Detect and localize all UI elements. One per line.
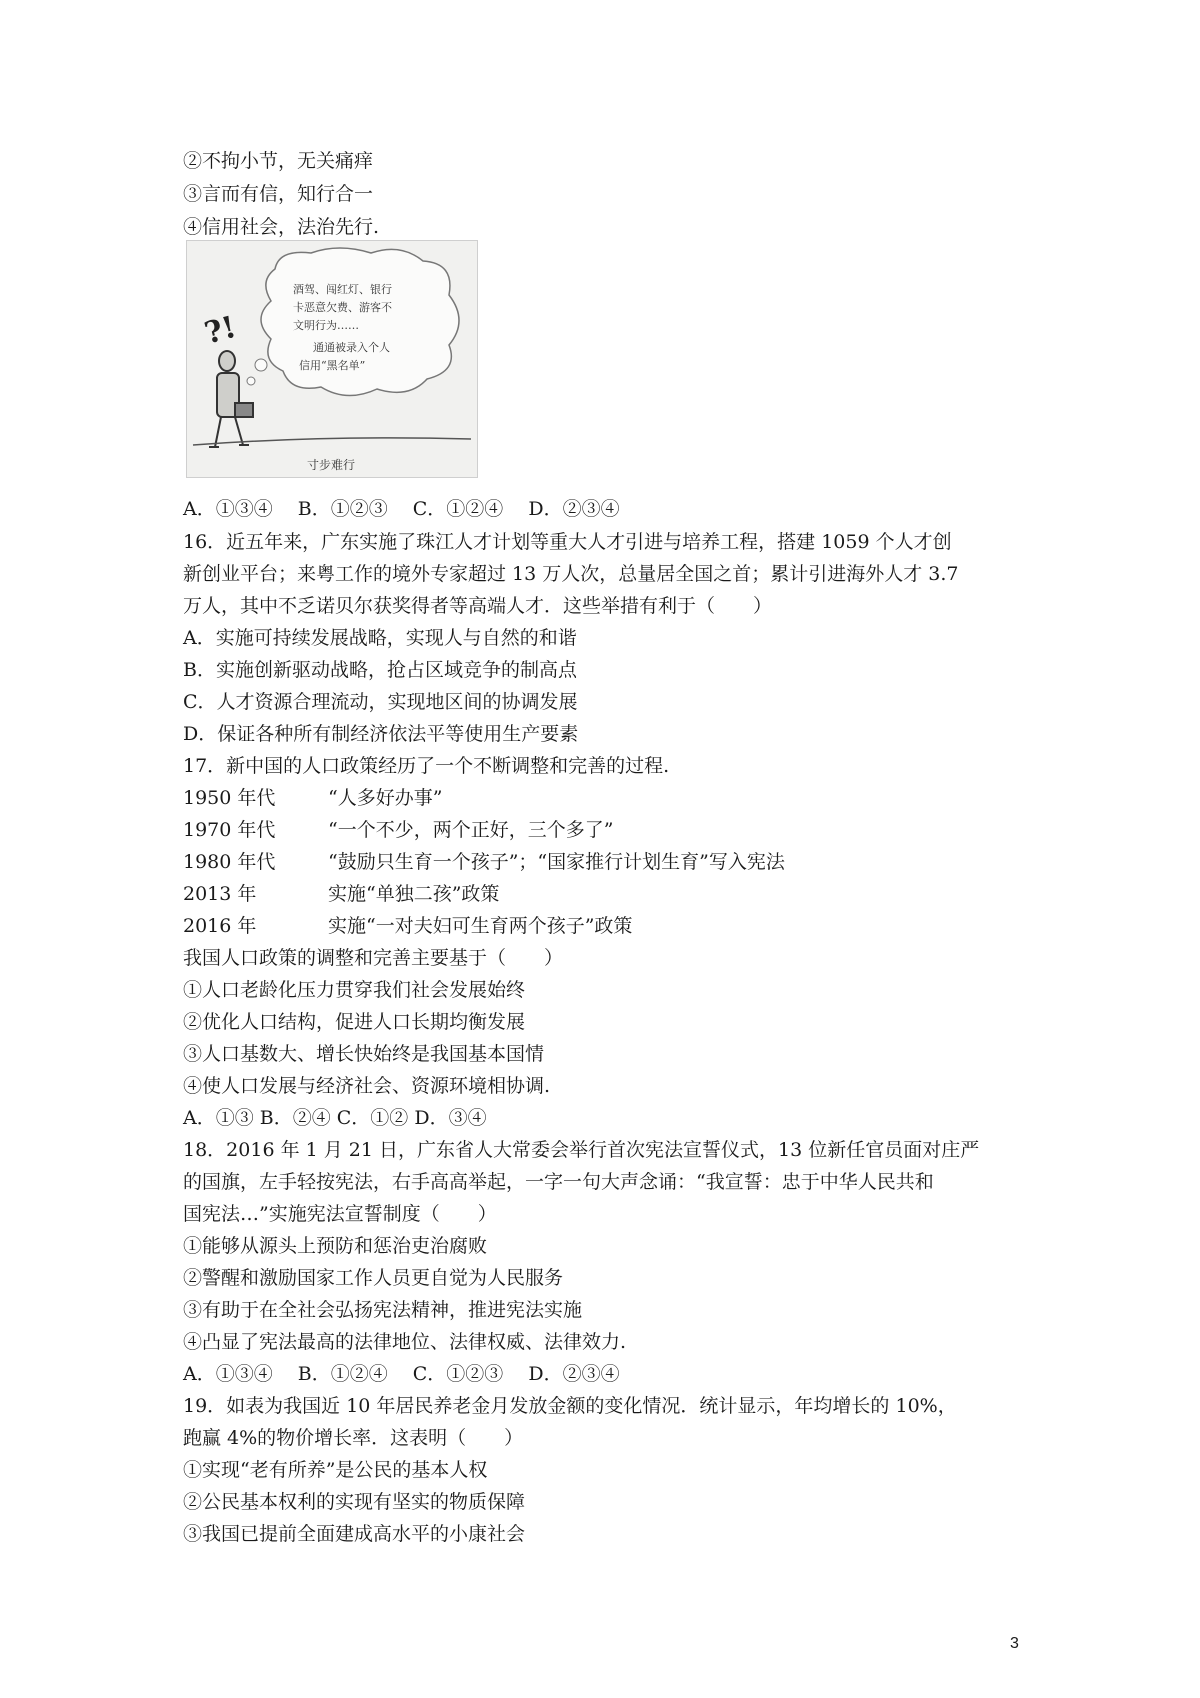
bubble-dot-1 xyxy=(255,359,267,371)
cartoon-caption: 寸步难行 xyxy=(307,458,356,472)
q17-item-1: ①人口老龄化压力贯穿我们社会发展始终 xyxy=(183,979,526,1001)
bubble-line-3: 文明行为…… xyxy=(293,319,359,332)
q17-year: 2016 年 xyxy=(183,915,257,937)
q17-year: 1950 年代 xyxy=(183,787,276,809)
q17-year: 2013 年 xyxy=(183,883,257,905)
q19-item-2: ②公民基本权利的实现有坚实的物质保障 xyxy=(183,1491,526,1513)
q17-row-2013 xyxy=(183,881,499,907)
q17-item-4: ④使人口发展与经济社会、资源环境相协调. xyxy=(183,1075,551,1097)
q19-item-3: ③我国已提前全面建成高水平的小康社会 xyxy=(183,1523,526,1545)
statement-3: ③言而有信，知行合一 xyxy=(183,183,374,205)
q16-stem-2: 新创业平台；来粤工作的境外专家超过 13 万人次，总量居全国之首；累计引进海外人才 3.7 xyxy=(183,563,959,585)
q19-stem-1: 19．如表为我国近 10 年居民养老金月发放金额的变化情况．统计显示，年均增长的 10%， xyxy=(183,1395,957,1417)
q17-item-3: ③人口基数大、增长快始终是我国基本国情 xyxy=(183,1043,545,1065)
q17-policy: “人多好办事” xyxy=(328,787,443,809)
q17-row-2016 xyxy=(183,913,632,939)
cartoon-drawing xyxy=(187,241,477,477)
q19-item-1: ①实现“老有所养”是公民的基本人权 xyxy=(183,1459,488,1481)
walking-man-figure xyxy=(209,351,253,447)
q16-option-d: D．保证各种所有制经济依法平等使用生产要素 xyxy=(183,723,579,745)
bubble-line-4: 通通被录入个人 xyxy=(313,341,390,354)
q15-options: A．①③④ B．①②③ C．①②④ D．②③④ xyxy=(183,498,620,520)
statement-4: ④信用社会，法治先行. xyxy=(183,216,380,238)
q17-row-1950 xyxy=(183,785,442,811)
bubble-line-1: 酒驾、闯红灯、银行 xyxy=(293,283,392,296)
q17-year: 1970 年代 xyxy=(183,819,276,841)
q16-option-b: B．实施创新驱动战略，抢占区域竞争的制高点 xyxy=(183,659,577,681)
bubble-line-5: 信用“黑名单” xyxy=(299,359,366,372)
bubble-line-2: 卡恶意欠费、游客不 xyxy=(293,301,392,314)
q18-item-2: ②警醒和激励国家工作人员更自觉为人民服务 xyxy=(183,1267,564,1289)
question-exclaim-marks: ?! xyxy=(201,309,240,352)
q16-stem-1: 16．近五年来，广东实施了珠江人才计划等重大人才引进与培养工程，搭建 1059 个人才创 xyxy=(183,531,952,553)
q17-item-2: ②优化人口结构，促进人口长期均衡发展 xyxy=(183,1011,526,1033)
statement-2: ②不拘小节，无关痛痒 xyxy=(183,150,374,172)
thought-bubble xyxy=(261,248,459,396)
q17-policy: 实施“单独二孩”政策 xyxy=(328,883,500,905)
q19-stem-2: 跑赢 4%的物价增长率．这表明（ ） xyxy=(183,1427,524,1449)
q17-question: 我国人口政策的调整和完善主要基于（ ） xyxy=(183,947,564,969)
q16-option-a: A．实施可持续发展战略，实现人与自然的和谐 xyxy=(183,627,577,649)
q18-stem-1: 18．2016 年 1 月 21 日，广东省人大常委会举行首次宪法宣誓仪式，13 位新任官员面对庄严 xyxy=(183,1139,980,1161)
q18-item-1: ①能够从源头上预防和惩治吏治腐败 xyxy=(183,1235,488,1257)
q18-item-3: ③有助于在全社会弘扬宪法精神，推进宪法实施 xyxy=(183,1299,583,1321)
q18-options: A．①③④ B．①②④ C．①②③ D．②③④ xyxy=(183,1363,620,1385)
q18-item-4: ④凸显了宪法最高的法律地位、法律权威、法律效力. xyxy=(183,1331,627,1353)
q17-row-1980 xyxy=(183,849,785,875)
q18-stem-3: 国宪法…”实施宪法宣誓制度（ ） xyxy=(183,1203,497,1225)
page-number: 3 xyxy=(1010,1635,1019,1652)
q16-stem-3: 万人，其中不乏诺贝尔获奖得者等高端人才．这些举措有利于（ ） xyxy=(183,595,773,617)
q17-year: 1980 年代 xyxy=(183,851,276,873)
ground-line xyxy=(193,438,471,445)
cartoon-image xyxy=(186,240,478,478)
q16-option-c: C．人才资源合理流动，实现地区间的协调发展 xyxy=(183,691,578,713)
q17-row-1970 xyxy=(183,817,613,843)
q17-options: A．①③ B．②④ C．①② D．③④ xyxy=(183,1107,487,1129)
q17-stem: 17．新中国的人口政策经历了一个不断调整和完善的过程. xyxy=(183,755,670,777)
q17-policy: “一个不少，两个正好，三个多了” xyxy=(328,819,614,841)
q17-policy: 实施“一对夫妇可生育两个孩子”政策 xyxy=(328,915,633,937)
q17-policy: “鼓励只生育一个孩子”；“国家推行计划生育”写入宪法 xyxy=(328,851,785,873)
bubble-dot-2 xyxy=(247,377,255,385)
q18-stem-2: 的国旗，左手轻按宪法，右手高高举起，一字一句大声念诵：“我宣誓：忠于中华人民共和 xyxy=(183,1171,934,1193)
